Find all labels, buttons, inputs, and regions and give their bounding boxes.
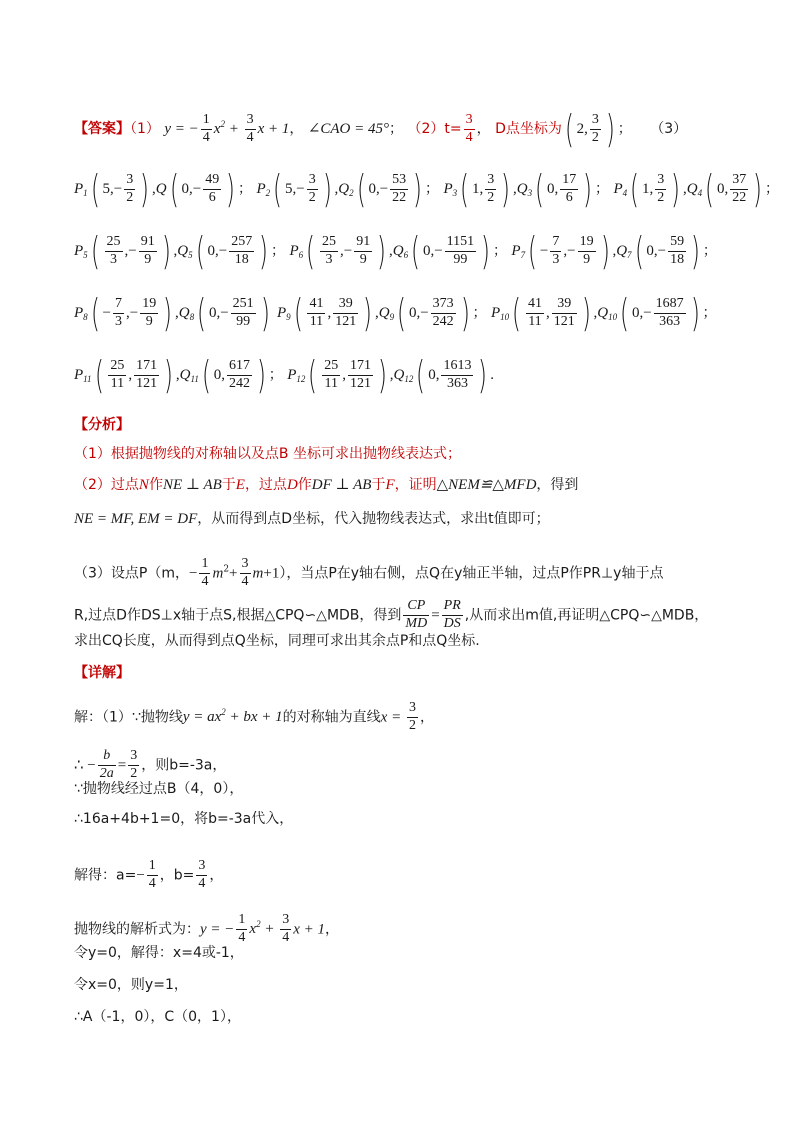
analysis-line-6: 求出CQ长度，从而得到点Q坐标，同理可求出其余点P和点Q坐标.: [74, 633, 480, 649]
analysis-line-2: （2）过点N作NE ⊥ AB于E，过点D作DF ⊥ AB于F，证明△NEM≌△MFD，得到: [74, 477, 579, 493]
detail-line-5: 解得：a=− $\frac{1}{4}$ ，b= $\frac{3}{4}$ ，: [74, 858, 224, 891]
detail-line-8: 令x=0，则y=1，: [74, 977, 188, 993]
analysis-line-3: NE = MF, EM = DF，从而得到点D坐标，代入抛物线表达式，求出t值即可；: [74, 511, 550, 527]
detail-line-4: ∴16a+4b+1=0，将b=-3a代入，: [74, 811, 294, 827]
answer-line-5: $P_{11}$( $\frac{25}{11}$ , $\frac{171}{121}$ ) $,Q_{11}$( 0, $\frac{617}{242}$ ) ； $P_{12}$( $\frac{25}{11}$ , $\frac{171}{121}$ ) $,Q_{12}$( 0, $\frac{1613}{363}$ ) .: [74, 353, 495, 397]
analysis-line-1: （1）根据抛物线的对称轴以及点B 坐标可求出抛物线表达式；: [74, 446, 461, 462]
analysis-tag: 【分析】: [74, 417, 130, 433]
detail-line-2: ∴ − $\frac{b}{2a}$ = $\frac{3}{2}$ ，则b=-3a，: [74, 748, 227, 781]
answer-tag: 【答案】: [74, 121, 130, 137]
angle-cao: ∠CAO = 45°: [307, 121, 390, 137]
detail-line-3: ∵抛物线经过点B（4，0），: [74, 781, 244, 797]
answer-line-1: 【答案】（1） y = − $\frac{1}{4}$ $x^2$ + $\frac{3}{4}$ x + 1， ∠CAO = 45°； （2）t= $\frac{3}{4}$ ， D点坐标为( 2, $\frac{3}{2}$ ) ； （3）: [74, 107, 688, 151]
analysis-line-4: （3）设点P（m，− $\frac{1}{4}$ $m^2+$ $\frac{3}{4}$ m+1），当点P在y轴右侧，点Q在y轴正半轴，过点P作PR⊥y轴于点: [74, 556, 664, 589]
detail-line-7: 令y=0，解得：x=4或-1，: [74, 945, 244, 961]
answer-line-3: $P_5$( $\frac{25}{3}$ ,− $\frac{91}{9}$ ) $,Q_5$( 0,− $\frac{257}{18}$ ) ； $P_6$( $\frac{25}{3}$ ,− $\frac{91}{9}$ ) $,Q_6$( 0,− $\frac{1151}{99}$ ) ； $P_7$( − $\frac{7}{3}$ ,− $\frac{19}{9}$ ) $,Q_7$( 0,− $\frac{59}{18}$ ) ；: [74, 229, 717, 273]
parabola-formula: y = − $\frac{1}{4}$ $x^2$ + $\frac{3}{4}$ x + 1: [164, 112, 290, 146]
detail-line-9: ∴A（-1，0），C（0，1），: [74, 1009, 241, 1025]
answer-line-2: $P_1$( 5,− $\frac{3}{2}$ ) ,Q( 0,− $\frac{49}{6}$ ) ； $P_2$( 5,− $\frac{3}{2}$ ) $,Q_2$( 0,− $\frac{53}{22}$ ) ； $P_3$( 1, $\frac{3}{2}$ ) $,Q_3$( 0, $\frac{17}{6}$ ) ； $P_4$( 1, $\frac{3}{2}$ ) $,Q_4$( 0, $\frac{37}{22}$ ) ；: [74, 167, 780, 211]
detail-tag: 【详解】: [74, 665, 130, 681]
detail-line-1: 解：（1）∵抛物线$y = ax^2$ + bx + 1的对称轴为直线x = $\frac{3}{2}$ ，: [74, 700, 434, 733]
answer-line-4: $P_8$( − $\frac{7}{3}$ ,− $\frac{19}{9}$ ) $,Q_8$( 0,− $\frac{251}{99}$ ) $P_9$( $\frac{41}{11}$ , $\frac{39}{121}$ ) $,Q_9$( 0,− $\frac{373}{242}$ ) ； $P_{10}$( $\frac{41}{11}$ , $\frac{39}{121}$ ) $,Q_{10}$( 0,− $\frac{1687}{363}$ ) ；: [74, 291, 717, 335]
detail-line-6: 抛物线的解析式为：y = − $\frac{1}{4}$ $x^2$ + $\frac{3}{4}$ x + 1，: [74, 912, 339, 945]
d-coordinate-label: D点坐标为: [495, 121, 562, 137]
analysis-line-5: R,过点D作DS⊥x轴于点S,根据△CPQ∽△MDB，得到 $\frac{CP}{MD}$ = $\frac{PR}{DS}$ ,从而求出m值,再证明△CPQ∽△MDB，: [74, 598, 709, 631]
